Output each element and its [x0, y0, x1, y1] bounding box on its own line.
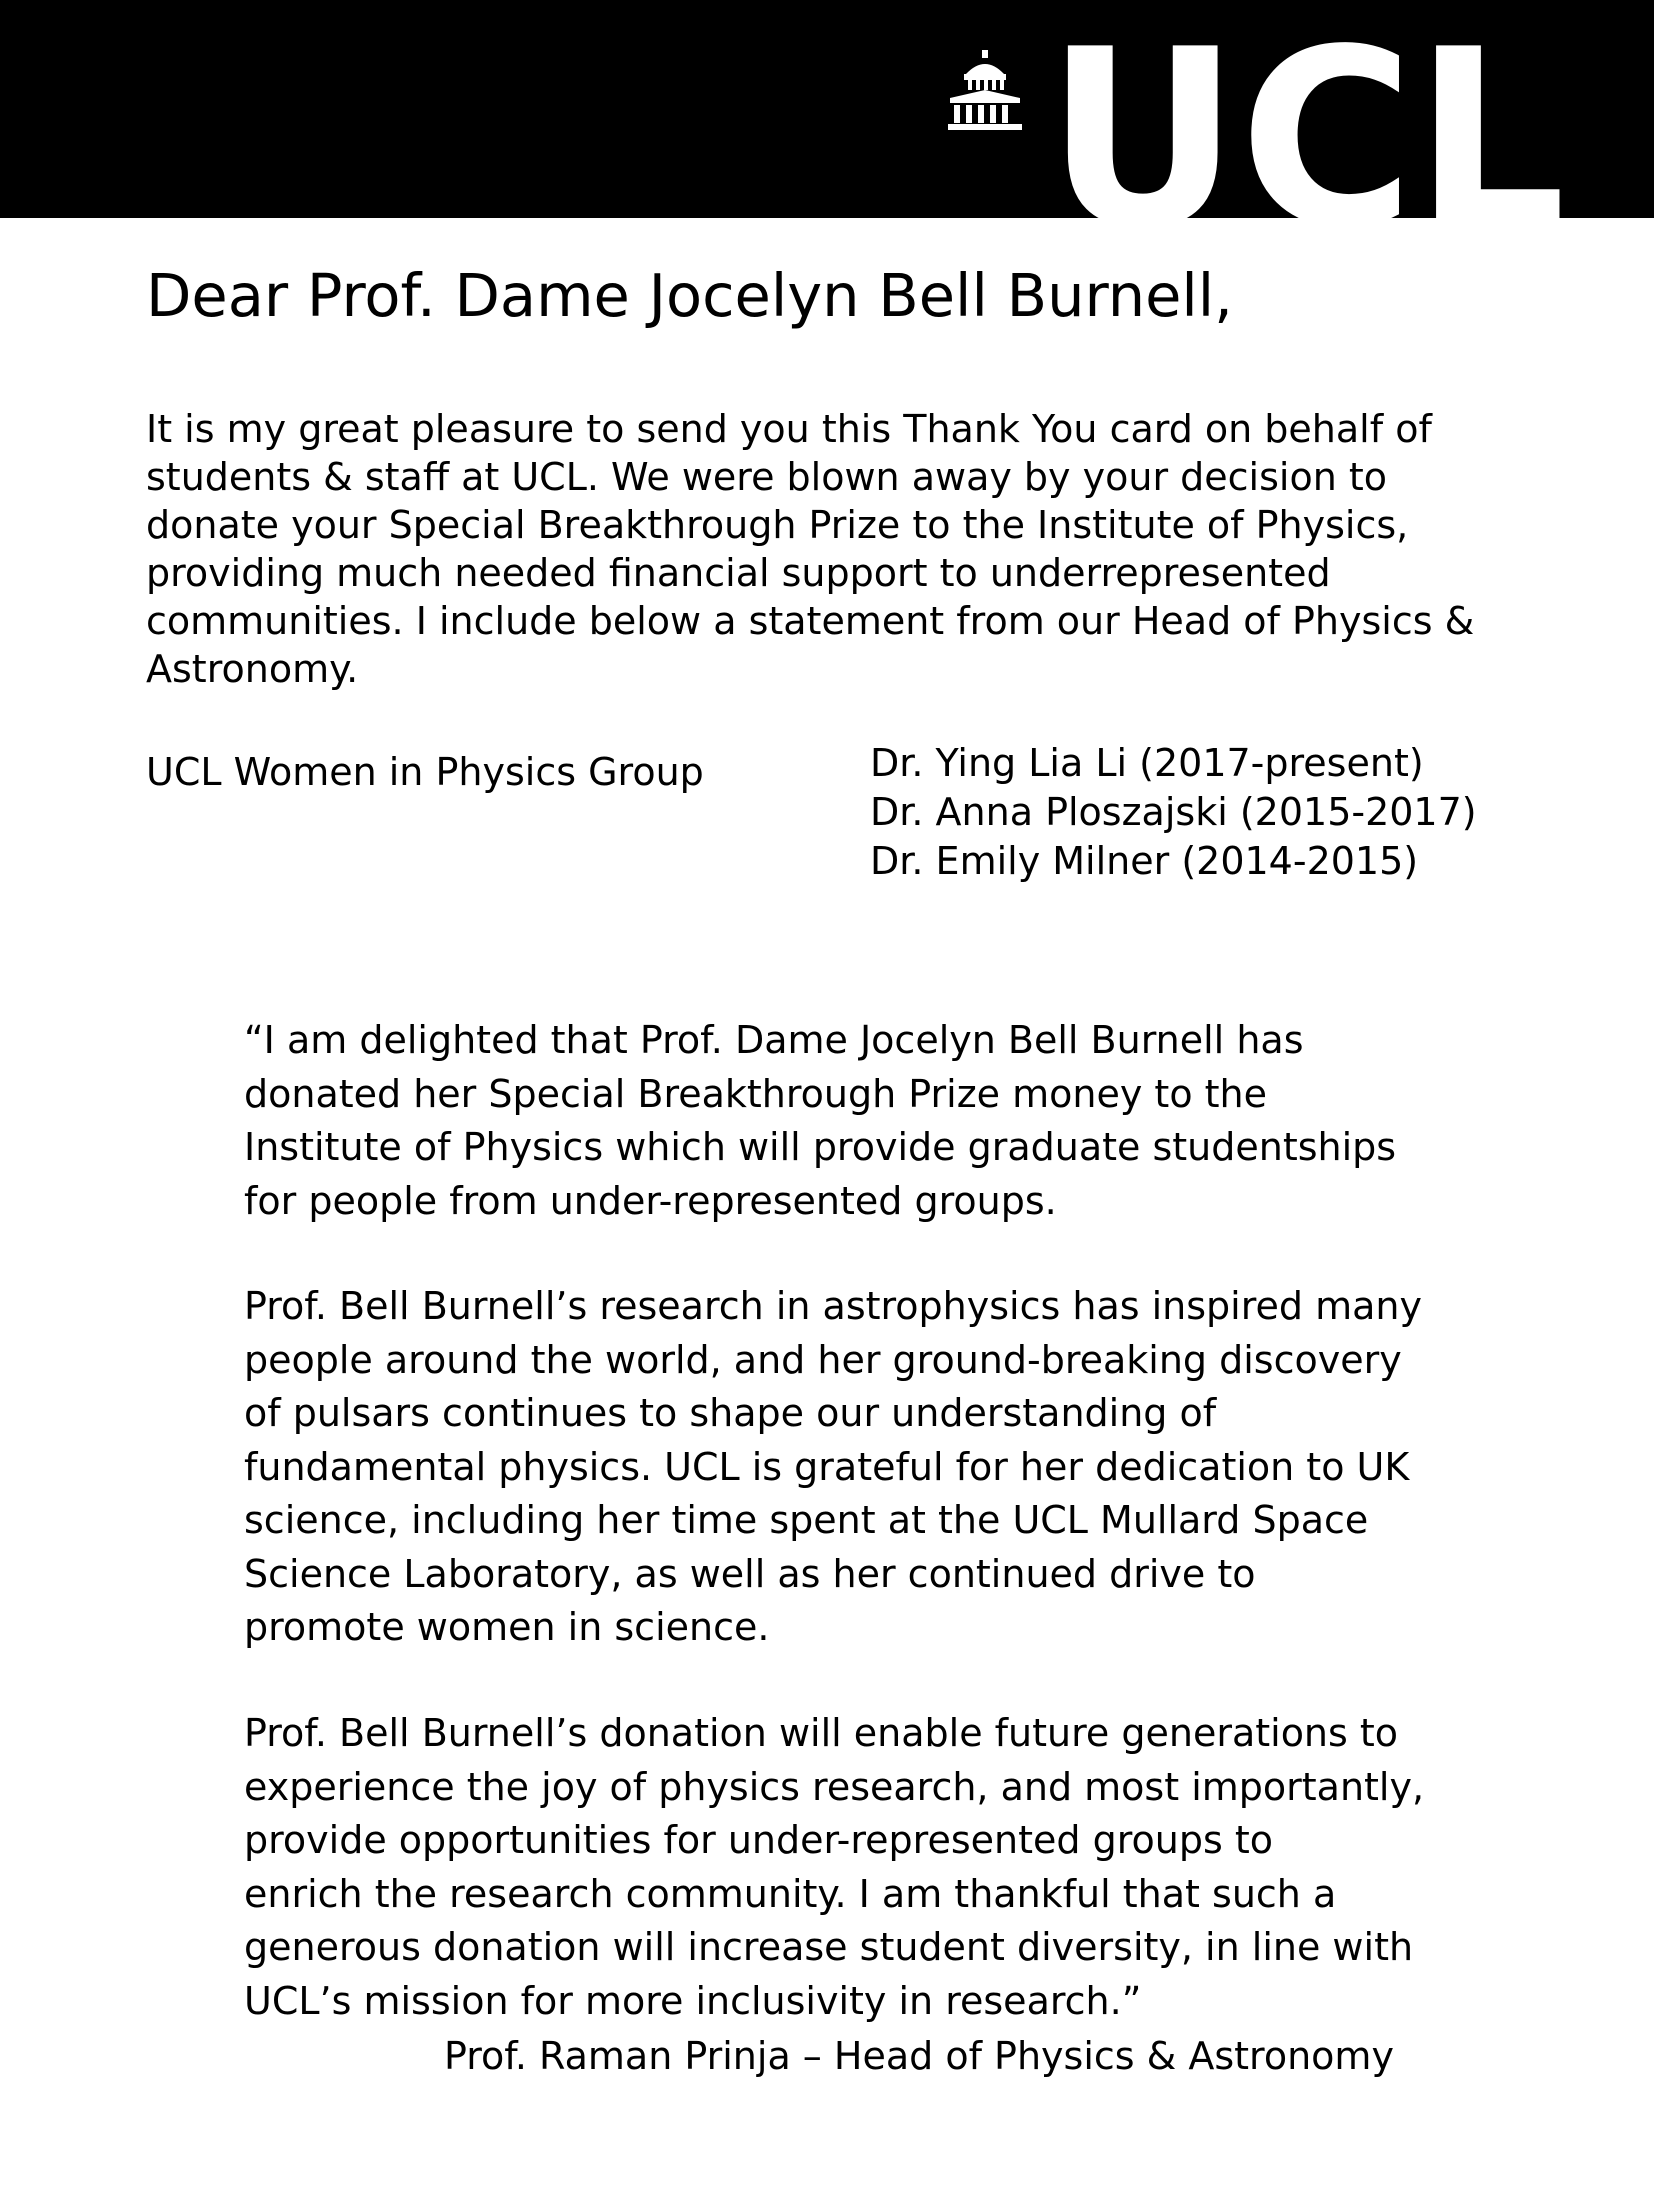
statement-line: Prof. Bell Burnell’s research in astrophysics has inspired many	[244, 1284, 1422, 1328]
statement-line: for people from under-represented groups.	[244, 1178, 1057, 1223]
statement-line: fundamental physics. UCL is grateful for her dedication to UK	[244, 1444, 1410, 1489]
statement-attribution: Prof. Raman Prinja – Head of Physics & Astronomy	[444, 2034, 1394, 2078]
signatory: Dr. Emily Milner (2014-2015)	[870, 839, 1419, 883]
statement-line: provide opportunities for under-represented groups to	[244, 1818, 1273, 1862]
signatory: Dr. Ying Lia Li (2017-present)	[870, 741, 1424, 785]
intro-line: students & staff at UCL. We were blown away by your decision to	[146, 455, 1388, 499]
portico-dome-icon	[940, 50, 1030, 134]
statement-paragraph-1	[244, 1014, 1544, 1228]
statement-line: UCL’s mission for more inclusivity in research.”	[244, 1978, 1142, 2023]
statement-line: promote women in science.	[244, 1605, 770, 1649]
statement-line: science, including her time spent at the UCL Mullard Space	[244, 1498, 1369, 1542]
intro-line: providing much needed financial support to underrepresented	[146, 551, 1331, 595]
statement-line: people around the world, and her ground-breaking discovery	[244, 1337, 1402, 1382]
statement-line: experience the joy of physics research, and most importantly,	[244, 1764, 1425, 1809]
intro-line: donate your Special Breakthrough Prize to the Institute of Physics,	[146, 503, 1409, 547]
intro-line: It is my great pleasure to send you this Thank You card on behalf of	[146, 407, 1432, 451]
statement-line: Science Laboratory, as well as her continued drive to	[244, 1551, 1256, 1596]
statement-line: Prof. Bell Burnell’s donation will enable future generations to	[244, 1711, 1399, 1755]
group-name: UCL Women in Physics Group	[146, 750, 704, 794]
signatory: Dr. Anna Ploszajski (2015-2017)	[870, 790, 1477, 834]
intro-line: Astronomy.	[146, 647, 359, 691]
statement-line: Institute of Physics which will provide graduate studentships	[244, 1125, 1397, 1169]
header-bar	[0, 0, 1654, 226]
statement-paragraph-3	[244, 1707, 1544, 2028]
signatory-list	[870, 739, 1477, 886]
statement-paragraph-2	[244, 1280, 1544, 1655]
intro-line: communities. I include below a statement from our Head of Physics &	[146, 599, 1475, 643]
ucl-wordmark-text: UCL	[1046, 36, 1566, 226]
statement-line: donated her Special Breakthrough Prize money to the	[244, 1071, 1268, 1116]
intro-paragraph	[146, 405, 1546, 693]
statement-line: generous donation will increase student diversity, in line with	[244, 1925, 1414, 1969]
statement-line: of pulsars continues to shape our understanding of	[244, 1391, 1217, 1435]
statement-line: “I am delighted that Prof. Dame Jocelyn Bell Burnell has	[244, 1018, 1304, 1062]
salutation: Dear Prof. Dame Jocelyn Bell Burnell,	[146, 261, 1233, 330]
ucl-wordmark	[1046, 36, 1566, 226]
statement-line: enrich the research community. I am thankful that such a	[244, 1871, 1337, 1916]
